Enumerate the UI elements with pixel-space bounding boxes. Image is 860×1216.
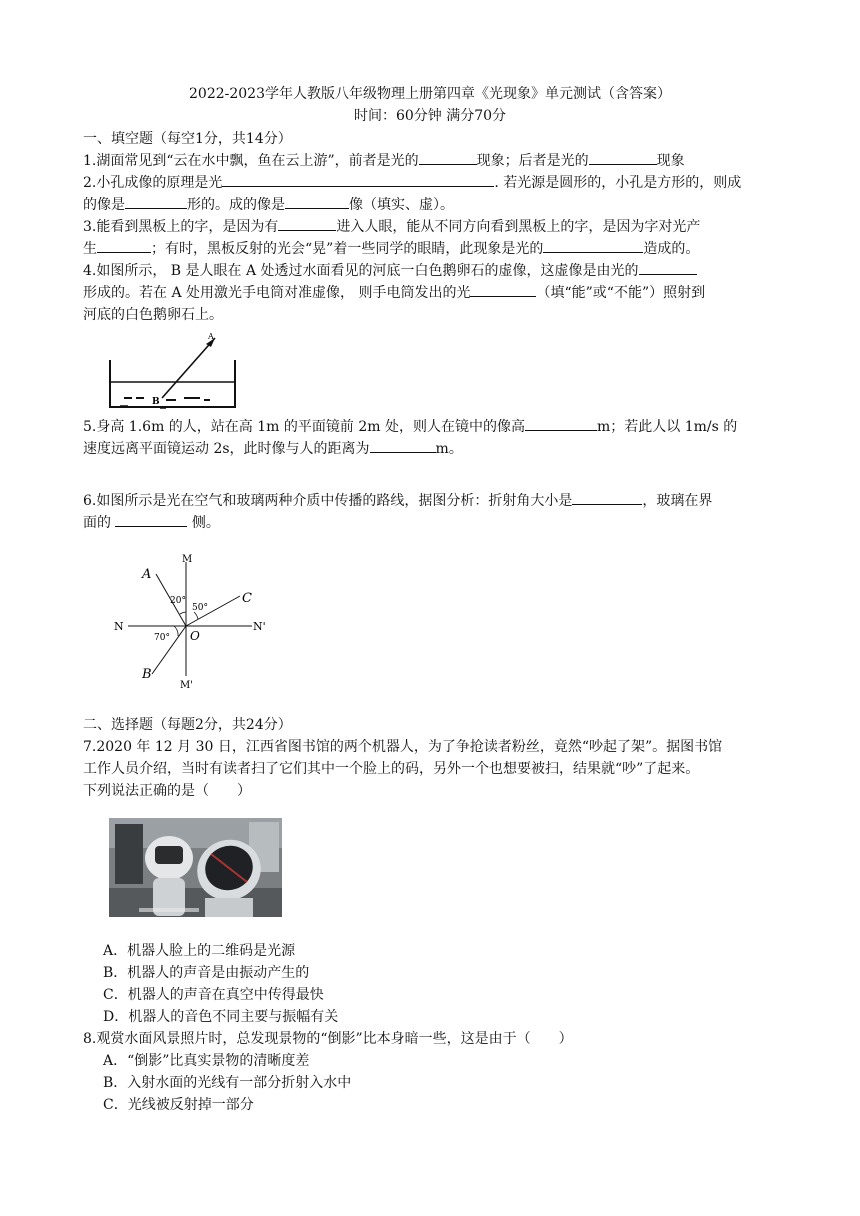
q8-option-c[interactable]: C．光线被反射掉一部分 [103,1097,254,1113]
document-title: 2022-2023学年人教版八年级物理上册第四章《光现象》单元测试（含答案） [189,86,671,102]
answer-blank [370,438,436,453]
question-1: 1.湖面常见到“云在水中飘，鱼在云上游”，前者是光的 现象；后者是光的 现象 [83,150,783,172]
svg-text:N: N [114,620,124,633]
q8-option-a[interactable]: A．“倒影”比真实景物的清晰度差 [103,1053,310,1069]
refraction-figure [110,548,270,693]
question-2-cont: 的像是 形的。成的像是 像（填实、虚）。 [83,194,783,216]
water-tank-figure [100,332,245,412]
svg-text:B: B [152,397,160,407]
q7-option-d[interactable]: D．机器人的音色不同主要与振幅有关 [103,1009,339,1025]
question-6: 6.如图所示是光在空气和玻璃两种介质中传播的路线，据图分析：折射角大小是 ，玻璃在界 [83,490,783,512]
angle-arc [194,612,198,619]
svg-text:70°: 70° [154,633,170,643]
svg-text:B: B [142,667,152,682]
section-heading-choice: 二、选择题（每题2分，共24分） [83,717,292,733]
answer-blank [278,216,336,231]
answer-blank [470,282,536,297]
document-subtitle: 时间：60分钟 满分70分 [353,108,507,124]
answer-blank [543,238,643,253]
answer-blank [285,194,349,209]
answer-blank [525,416,597,431]
answer-blank [572,490,642,505]
section-heading-fill: 一、填空题（每空1分，共14分） [83,131,292,147]
q7-option-a[interactable]: A．机器人脸上的二维码是光源 [103,943,296,959]
robot-face-left [155,846,183,864]
svg-text:M': M' [180,680,193,691]
photo-caption-bar [139,908,199,912]
answer-blank [125,194,187,209]
answer-blank [115,512,187,527]
light-ray [162,338,215,398]
question-6-cont: 面的 侧。 [83,512,783,534]
question-7-cont: 工作人员介绍，当时有读者扫了它们其中一个脸上的码，另外一个也想要被扫，结果就“吵”了起来。 [83,761,700,777]
answer-blank [222,172,494,187]
question-3-cont: 生 ；有时，黑板反射的光会“晃”着一些同学的眼睛，此现象是光的 造成的。 [83,238,783,260]
question-8: 8.观赏水面风景照片时，总发现景物的“倒影”比本身暗一些，这是由于（ ） [83,1031,573,1047]
svg-text:M: M [182,554,193,565]
answer-blank [589,150,657,165]
question-3: 3.能看到黑板上的字，是因为有 进入人眼，能从不同方向看到黑板上的字，是因为字对光产 [83,216,783,238]
q7-option-c[interactable]: C．机器人的声音在真空中传得最快 [103,987,324,1003]
question-5-cont: 速度远离平面镜运动 2s，此时像与人的距离为 m。 [83,438,783,460]
svg-text:A: A [208,332,214,341]
question-5: 5.身高 1.6m 的人，站在高 1m 的平面镜前 2m 处，则人在镜中的像高 m；若此人以 1m/s 的 [83,416,783,438]
question-7-cont2: 下列说法正确的是（ ） [83,783,251,799]
svg-text:O: O [190,629,200,643]
question-4-cont2: 河底的白色鹅卵石上。 [83,307,223,323]
question-4-cont: 形成的。若在 A 处用激光手电筒对准虚像， 则手电筒发出的光 （填“能”或“不能”）照射到 [83,282,783,304]
q8-option-b[interactable]: B．入射水面的光线有一部分折射入水中 [103,1075,352,1091]
question-7: 7.2020 年 12 月 30 日，江西省图书馆的两个机器人，为了争抢读者粉丝，竟然“吵起了架”。据图书馆 [83,739,723,755]
answer-blank [97,238,151,253]
svg-text:50°: 50° [192,603,208,613]
angle-arc [174,626,178,636]
answer-blank [639,260,697,275]
svg-text:A: A [142,567,152,582]
angle-arc [180,612,186,614]
q7-option-b[interactable]: B．机器人的声音是由振动产生的 [103,965,310,981]
svg-text:20°: 20° [170,596,186,606]
answer-blank [419,150,477,165]
svg-text:C: C [242,591,252,606]
question-4: 4.如图所示， B 是人眼在 A 处透过水面看见的河底一白色鹅卵石的虚像，这虚像是由光的 [83,260,783,282]
svg-text:N': N' [253,620,266,633]
robots-photo [109,818,282,917]
question-2: 2.小孔成像的原理是光 . 若光源是圆形的，小孔是方形的，则成 [83,172,783,194]
